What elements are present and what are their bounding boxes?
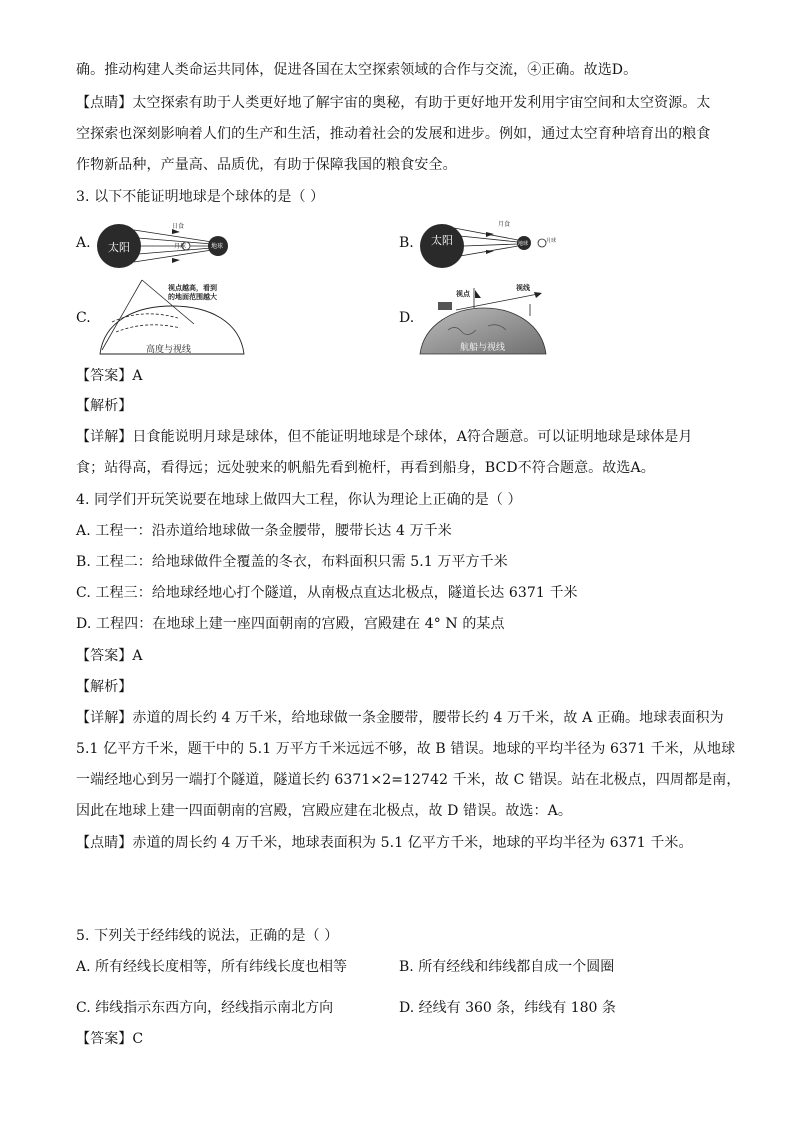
- figure-height-sight: [94, 276, 254, 358]
- option-d: D. 经线有 360 条，纬线有 180 条: [399, 1000, 616, 1016]
- earth-label: 地球: [211, 243, 224, 250]
- answer-5: 【答案】C: [76, 1031, 144, 1047]
- option-d: D. 工程四：在地球上建一座四面朝南的宫殿，宫殿建在 4° N 的某点: [76, 616, 505, 632]
- option-b-label: B.: [399, 235, 414, 251]
- question-5: 5. 下列关于经纬线的说法，正确的是（ ）: [76, 928, 339, 944]
- text-line: 空探索也深刻影响着人们的生产和生活，推动着社会的发展和进步。例如，通过太空育种培育出的粮食: [76, 126, 711, 142]
- earth-label: 地球: [518, 241, 529, 247]
- figure-solar-eclipse: [94, 218, 244, 274]
- detail-4-line: 【详解】赤道的周长约 4 万千米，给地球做一条金腰带，腰带长约 4 万千米，故 A 正确。地球表面积为: [76, 710, 724, 726]
- detail-3-line: 【详解】日食能说明月球是球体，但不能证明地球是个球体，A符合题意。可以证明地球是球体是月: [76, 429, 693, 445]
- option-b: B. 所有经线和纬线都自成一个圆圈: [399, 959, 615, 975]
- d-caption: 航船与视线: [460, 343, 506, 353]
- sun-label: 太阳: [431, 234, 453, 247]
- sun-label: 太阳: [108, 241, 130, 254]
- figure-lunar-eclipse: [420, 216, 560, 276]
- option-a-label: A.: [76, 235, 91, 251]
- figure-ship-sight: [418, 280, 548, 356]
- ri-label: 日食: [172, 223, 185, 230]
- c-note-1: 视点越高，看到: [168, 284, 217, 292]
- answer-3: 【答案】A: [76, 368, 143, 384]
- c-caption: 高度与视线: [146, 345, 192, 355]
- text-line: 确。推动构建人类命运共同体，促进各国在太空探索领域的合作与交流，④正确。故选D。: [76, 62, 638, 78]
- detail-3-line: 食；站得高，看得远；远处驶来的帆船先看到桅杆，再看到船身，BCD不符合题意。故选A。: [76, 460, 655, 476]
- moon-label: 月球: [174, 243, 187, 250]
- d-sight: 视线: [516, 284, 530, 292]
- analysis-4: 【解析】: [76, 679, 133, 695]
- option-b: B. 工程二：给地球做件全覆盖的冬衣，布料面积只需 5.1 万平方千米: [76, 554, 508, 570]
- dianjing-line: 【点睛】太空探索有助于人类更好地了解宇宙的奥秘，有助于更好地开发利用宇宙空间和太空资源。太: [76, 95, 711, 111]
- c-note-2: 的地面范围越大: [168, 293, 217, 301]
- yue-label: 月食: [498, 221, 511, 228]
- question-4: 4. 同学们开玩笑说要在地球上做四大工程，你认为理论上正确的是（ ）: [76, 492, 522, 508]
- option-c: C. 纬线指示东西方向，经线指示南北方向: [76, 1000, 334, 1016]
- text-line: 作物新品种，产量高、品质优，有助于保障我国的粮食安全。: [76, 157, 457, 173]
- option-d-label: D.: [399, 310, 415, 326]
- option-c: C. 工程三：给地球经地心打个隧道，从南极点直达北极点，隧道长达 6371 千米: [76, 585, 578, 601]
- option-c-label: C.: [76, 310, 91, 326]
- dianjing-4: 【点睛】赤道的周长约 4 万千米，地球表面积为 5.1 亿平方千米，地球的平均半径为 6371 千米。: [76, 835, 693, 851]
- question-3: 3. 以下不能证明地球是个球体的是（ ）: [76, 189, 325, 205]
- detail-4-line: 一端经地心到另一端打个隧道，隧道长约 6371×2=12742 千米，故 C 错误。站在北极点，四周都是南，: [76, 772, 741, 788]
- detail-4-line: 因此在地球上建一四面朝南的宫殿，宫殿应建在北极点，故 D 错误。故选：A。: [76, 803, 572, 819]
- moon-label: 月球: [546, 238, 557, 244]
- analysis-3: 【解析】: [76, 398, 133, 414]
- detail-4-line: 5.1 亿平方千米，题干中的 5.1 万平方千米远远不够，故 B 错误。地球的平均半径为 6371 千米，从地球: [76, 741, 736, 757]
- option-a: A. 工程一：沿赤道给地球做一条金腰带，腰带长达 4 万千米: [76, 523, 452, 539]
- answer-4: 【答案】A: [76, 648, 143, 664]
- option-a: A. 所有经线长度相等，所有纬线长度也相等: [76, 959, 348, 975]
- moon-shape: [538, 239, 546, 247]
- d-viewpoint: 视点: [456, 290, 470, 298]
